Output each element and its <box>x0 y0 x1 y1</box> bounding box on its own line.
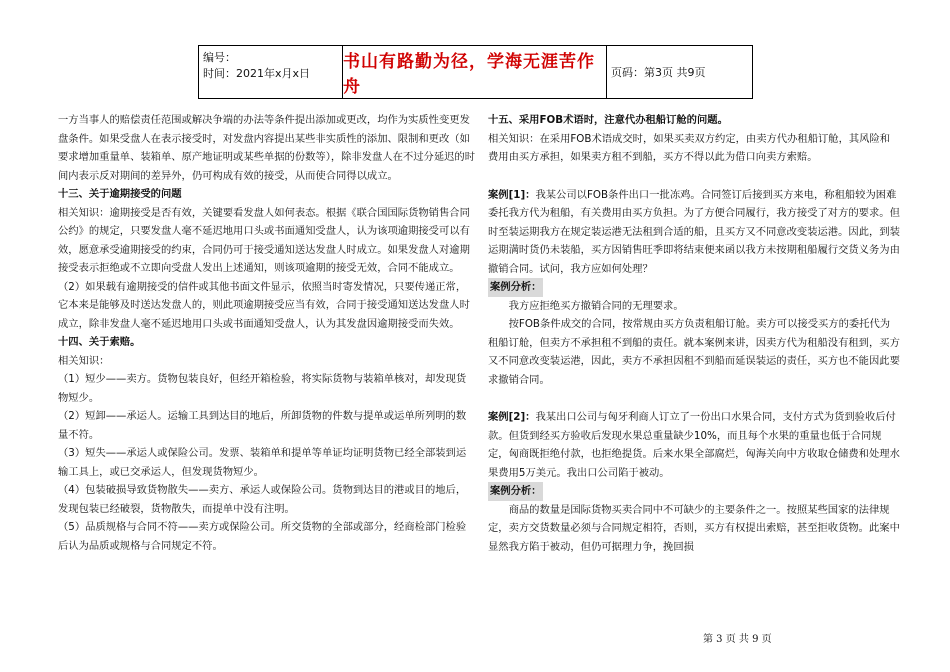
case-analysis-label: 案例分析： <box>488 278 543 297</box>
header-table <box>198 45 753 99</box>
paragraph: 商品的数量是国际货物买卖合同中不可缺少的主要条件之一。按照某些国家的法律规定，卖方交货数量必须与合同规定相符，否则，买方有权提出索赔，甚至拒收货物。此案中显然我方陷于被动，但仍可据理力争，挽回损 <box>488 503 900 553</box>
case-1 <box>488 186 900 279</box>
header-info-cell <box>199 46 343 98</box>
case-label: 案例[1]： <box>488 188 536 201</box>
document-number: 编号： <box>203 51 236 64</box>
spacer <box>488 167 900 186</box>
list-item: （1）短少——卖方。货物包装良好，但经开箱检验，将实际货物与装箱单核对，却发现货物短少。 <box>58 373 467 404</box>
paragraph: 一方当事人的赔偿责任范围或解决争端的办法等条件提出添加或更改，均作为实质性变更发盘条件。如果受盘人在表示接受时，对发盘内容提出某些非实质性的添加、限制和更改（如要求增加重量单、装箱单、原产地证明或某些单据的份数等），除非发盘人在不过分延迟的时间内表示反对期间的差异外，仍可构成有效的接受，从而使合同得以成立。 <box>58 114 476 182</box>
paragraph: 我方应拒绝买方撤销合同的无理要求。 <box>508 299 684 312</box>
case-label: 案例[2]： <box>488 411 536 423</box>
section-heading-15: 十五、采用FOB术语时，注意代办租船订舱的问题。 <box>488 114 728 126</box>
list-item: （3）短失——承运人或保险公司。发票、装箱单和提单等单证均证明货物已经全部装到运输工具上，或已交承运人，但发现货物短少。 <box>58 447 467 478</box>
page-footer: 第 3 页 共 9 页 <box>703 634 772 645</box>
right-column <box>488 111 900 556</box>
list-item: （4）包装破损导致货物散失——卖方、承运人或保险公司。货物到达目的港或目的地后，发现包装已经破裂，货物散失，而提单中没有注明。 <box>58 484 467 515</box>
left-column <box>58 111 476 555</box>
paragraph: 相关知识： <box>58 354 110 367</box>
header-motto: 书山有路勤为径，学海无涯苦作舟 <box>343 46 607 98</box>
paragraph: 相关知识：在采用FOB术语成交时，如果买卖双方约定，由卖方代办租船订舱，其风险和费用由买方承担，如果卖方租不到船，买方不得以此为借口向卖方索赔。 <box>488 132 891 163</box>
paragraph: 相关知识：逾期接受是否有效，关键要看发盘人如何表态。根据《联合国国际货物销售合同公约》的规定，只要发盘人毫不延迟地用口头或书面通知受盘人，认为该项逾期接受可以有效，愿意承受逾期接受的约束，合同仍可于接受通知送达发盘人时成立。如果发盘人对逾期接受表示拒绝或不立即向受盘人发出上述通知，则该项逾期的接受无效，合同不能成立。 <box>58 206 470 274</box>
list-item: （5）品质规格与合同不符——卖方或保险公司。所交货物的全部或部分，经商检部门检验后认为品质或规格与合同规定不符。 <box>58 521 467 552</box>
section-heading-13: 十三、关于逾期接受的问题 <box>58 188 182 200</box>
list-item: （2）短卸——承运人。运输工具到达目的地后，所卸货物的件数与提单或运单所列明的数量不符。 <box>58 410 467 441</box>
document-date: 时间：2021年x月x日 <box>203 67 311 80</box>
case-analysis-label: 案例分析： <box>488 482 543 501</box>
case-text: 我某公司以FOB条件出口一批冻鸡。合同签订后接到买方来电，称租船较为困难委托我方代为租船，有关费用由买方负担。为了方便合同履行，我方接受了对方的要求。但时至装运期我方在规定装运港无法租到合适的船，且买方又不同意改变装运港。因此，到装运期满时货仍未装船，买方因销售旺季即将结束便来函以我方未按期租船履行交货义务为由撤销合同。试问，我方应如何处理？ <box>488 188 900 275</box>
paragraph: （2）如果载有逾期接受的信件或其他书面文件显示，依照当时寄发情况，只要传递正常，它本来是能够及时送达发盘人的，则此项逾期接受应当有效，合同于接受通知送达发盘人时成立，除非发盘人毫不延迟地用口头或书面通知受盘人，认为其发盘因逾期接受而失效。 <box>58 280 470 330</box>
header-page-number: 页码：第3页 共9页 <box>611 66 706 79</box>
spacer <box>488 389 900 408</box>
case-text: 我某出口公司与匈牙利商人订立了一份出口水果合同，支付方式为货到验收后付款。但货到经买方验收后发现水果总重量缺少10%，而且每个水果的重量也低于合同规定，匈商既拒绝付款，也拒绝提货。后来水果全部腐烂，匈海关向中方收取仓储费和处理水果费用5万美元。我出口公司陷于被动。 <box>488 411 900 479</box>
paragraph: 按FOB条件成交的合同，按常规由买方负责租船订舱。卖方可以接受买方的委托代为租船订舱，但卖方不承担租不到船的责任。就本案例来讲，因卖方代为租船没有租到，买方又不同意改变装运港，因此，卖方不承担因租不到船而延误装运的责任，买方也不能因此要求撤销合同。 <box>488 318 900 386</box>
section-heading-14: 十四、关于索赔。 <box>58 336 141 348</box>
case-2 <box>488 408 900 482</box>
